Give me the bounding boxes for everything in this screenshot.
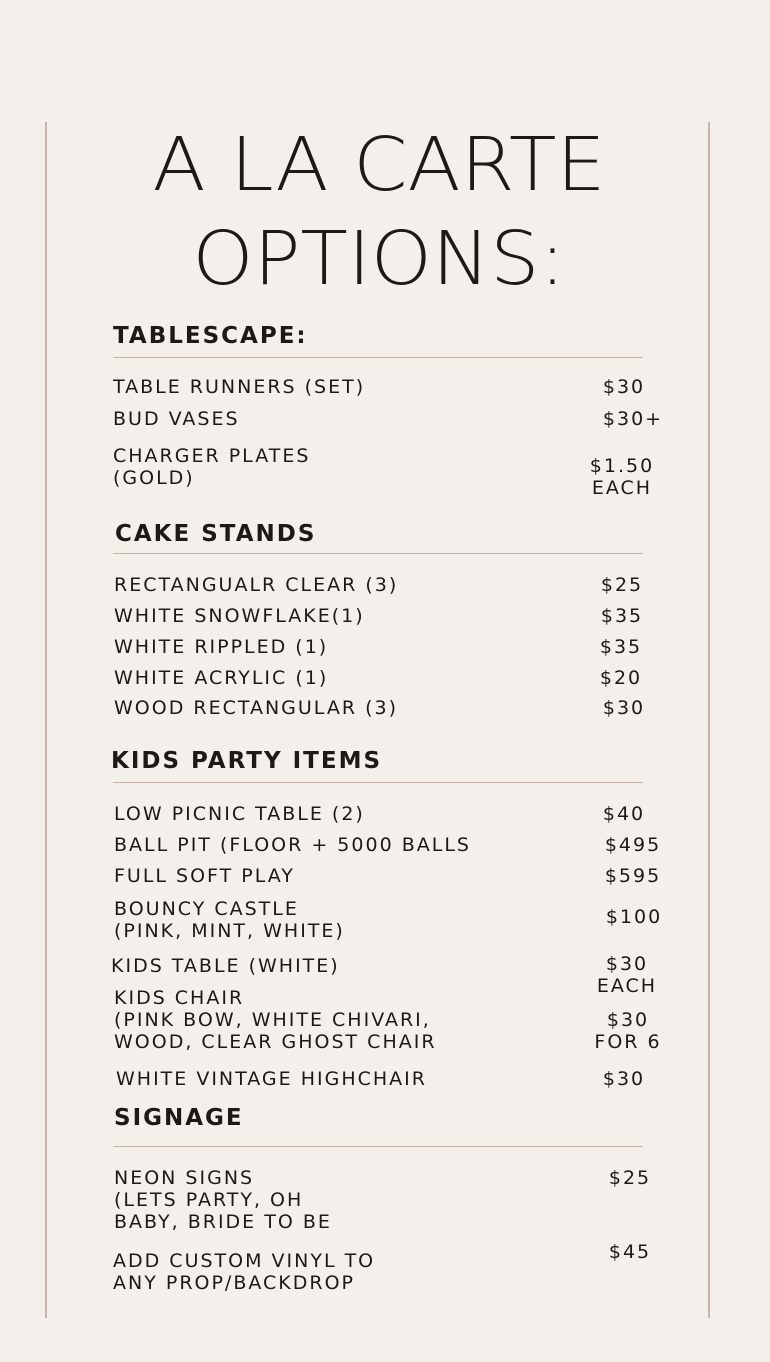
list-item-price: $495 <box>604 834 662 856</box>
list-item-name: LOW PICNIC TABLE (2) <box>114 803 365 825</box>
list-item-name: ADD CUSTOM VINYL TO ANY PROP/BACKDROP <box>113 1250 376 1294</box>
list-item-name: TABLE RUNNERS (SET) <box>113 376 366 398</box>
left-border-line <box>45 122 47 1318</box>
list-item-price: $35 <box>600 605 644 627</box>
list-item-name: WHITE RIPPLED (1) <box>114 636 329 658</box>
list-item-price: $30 <box>602 1068 646 1090</box>
list-item-price: $30+ <box>602 408 664 430</box>
list-item-price: $40 <box>602 803 646 825</box>
list-item-name: WHITE ACRYLIC (1) <box>114 667 329 689</box>
list-item-name: NEON SIGNS (LETS PARTY, OH BABY, BRIDE TO BE <box>114 1167 332 1233</box>
list-item-price: $45 <box>608 1241 652 1263</box>
list-item-name: BOUNCY CASTLE (PINK, MINT, WHITE) <box>114 898 345 942</box>
section-divider <box>113 553 643 554</box>
right-border-line <box>708 122 710 1318</box>
list-item-price: $30 FOR 6 <box>594 1009 662 1053</box>
list-item-name: BALL PIT (FLOOR + 5000 BALLS <box>114 834 471 856</box>
page-title-line-1: A LA CARTE <box>152 122 606 208</box>
list-item-price: $25 <box>608 1167 652 1189</box>
list-item-name: FULL SOFT PLAY <box>114 865 295 887</box>
list-item-price: $20 <box>599 667 643 689</box>
list-item-name: CHARGER PLATES (GOLD) <box>113 445 311 489</box>
section-heading-signage: SIGNAGE <box>114 1105 244 1131</box>
list-item-name: KIDS CHAIR (PINK BOW, WHITE CHIVARI, WOOD, CLEAR GHOST CHAIR <box>114 987 437 1053</box>
list-item-price: $35 <box>599 636 643 658</box>
list-item-price: $100 <box>605 906 663 928</box>
list-item-name: WOOD RECTANGULAR (3) <box>114 697 398 719</box>
section-heading-kids-party-items: KIDS PARTY ITEMS <box>111 748 383 774</box>
list-item-price: $30 <box>602 376 646 398</box>
list-item-price: $1.50 EACH <box>589 455 655 499</box>
list-item-price: $30 EACH <box>596 953 658 997</box>
list-item-name: BUD VASES <box>113 408 240 430</box>
list-item-price: $25 <box>600 574 644 596</box>
list-item-price: $30 <box>602 697 646 719</box>
section-heading-cake-stands: CAKE STANDS <box>115 521 317 547</box>
list-item-price: $595 <box>604 865 662 887</box>
section-heading-tablescape: TABLESCAPE: <box>113 323 308 349</box>
section-divider <box>113 357 643 358</box>
list-item-name: WHITE VINTAGE HIGHCHAIR <box>116 1068 427 1090</box>
list-item-name: KIDS TABLE (WHITE) <box>111 955 340 977</box>
list-item-name: WHITE SNOWFLAKE(1) <box>114 605 365 627</box>
page-title-line-2: OPTIONS: <box>192 216 566 302</box>
section-divider <box>113 1146 643 1147</box>
list-item-name: RECTANGUALR CLEAR (3) <box>114 574 399 596</box>
section-divider <box>113 782 643 783</box>
